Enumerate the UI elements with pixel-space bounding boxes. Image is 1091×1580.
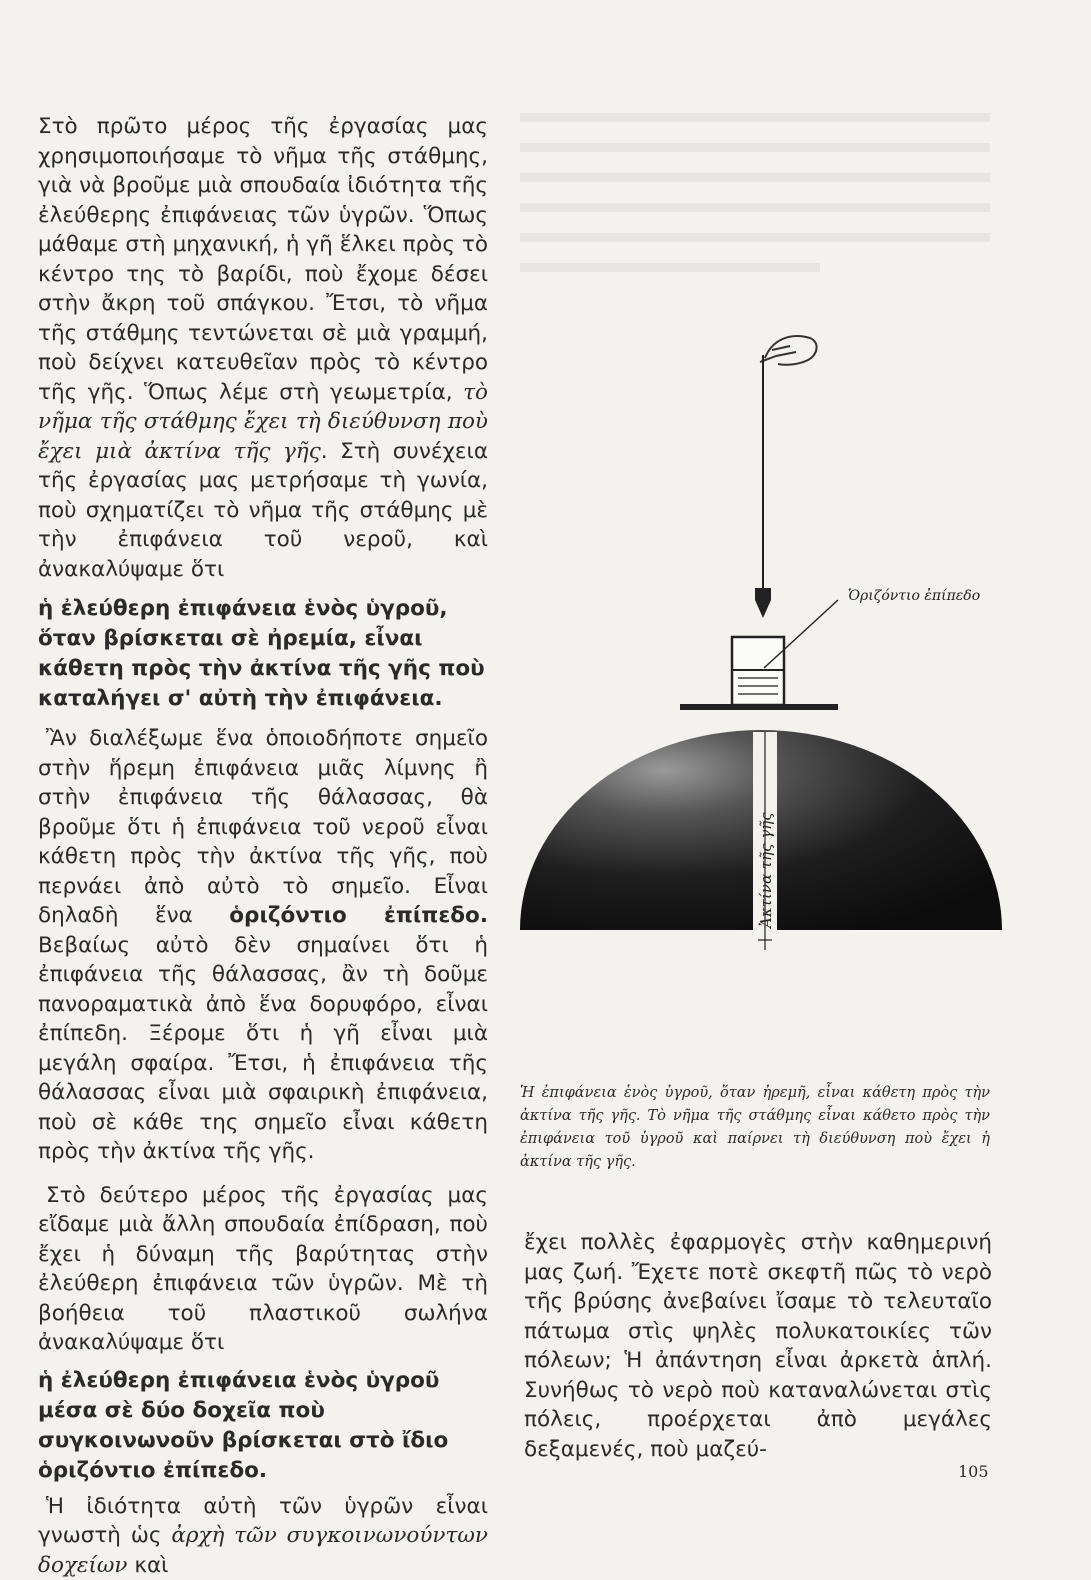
show-through-texture	[520, 108, 990, 308]
paragraph-text: . Στὴ συνέχεια τῆς ἐργασίας μας μετρήσαμε τὴ γωνία, ποὺ σχηματίζει τὸ νῆμα τῆς στάθμης μὲ τὴν ἐπιφάνεια τοῦ νεροῦ, καὶ ἀνακαλύψαμε ὅτι	[38, 439, 488, 582]
paragraph-second-part: Στὸ δεύτερο μέρος τῆς ἐργασίας μας εἴδαμε μιὰ ἄλλη σπουδαία ἐπίδραση, ποὺ ἔχει ἡ δύναμη τῆς βαρύτητας στὴν ἐλεύθερη ἐπιφάνεια τῶν ὑγρῶν. Μὲ τὴ βοήθεια τοῦ πλαστικοῦ σωλήνα ἀνακαλύψαμε ὅτι	[38, 1181, 488, 1358]
plumb-line-figure	[520, 300, 1040, 970]
label-horizontal-plane: Ὁριζόντιο ἐπίπεδο	[848, 587, 980, 604]
paragraph-horizontal-plane	[38, 724, 488, 1167]
plumb-bob	[755, 588, 771, 618]
bold-term: ὁριζόντιο ἐπίπεδο.	[229, 903, 488, 928]
rule-communicating-vessels: ἡ ἐλεύθερη ἐπιφάνεια ἑνὸς ὑγροῦ μέσα σὲ δύο δοχεῖα ποὺ συγκοινωνοῦν βρίσκεται στὸ ἴδιο ὁριζόντιο ἐπίπεδο.	[38, 1366, 488, 1486]
rule-perpendicular-surface: ἡ ἐλεύθερη ἐπιφάνεια ἑνὸς ὑγροῦ, ὅταν βρίσκεται σὲ ἠρεμία, εἶναι κάθετη πρὸς τὴν ἀκτίνα τῆς γῆς ποὺ καταλήγει σ' αὐτὴ τὴν ἐπιφάνεια.	[38, 594, 488, 714]
paragraph-text: Βεβαίως αὐτὸ δὲν σημαίνει ὅτι ἡ ἐπιφάνεια τῆς θάλασσας, ἂν τὴ δοῦμε πανοραματικὰ ἀπὸ ἕνα δορυφόρο, εἶναι ἐπίπεδη. Ξέρομε ὅτι ἡ γῆ εἶναι μιὰ μεγάλη σφαίρα. Ἔτσι, ἡ ἐπιφάνεια τῆς θάλασσας εἶναι μιὰ σφαιρικὴ ἐπιφάνεια, ποὺ σὲ κάθε της σημεῖο εἶναι κάθετη πρὸς τὴν ἀκτίνα τῆς γῆς.	[38, 933, 488, 1165]
left-text-column	[38, 112, 488, 1580]
italic-phrase: τὸ νῆμα τῆς στάθμης ἔχει τὴ διεύθυνση ποὺ ἔχει μιὰ ἀκτίνα τῆς γῆς	[38, 380, 488, 464]
label-radius: Ἀκτίνα τῆς γῆς	[757, 812, 775, 930]
paragraph-communicating-vessels	[38, 1492, 488, 1580]
figure-caption: Ἡ ἐπιφάνεια ἑνὸς ὑγροῦ, ὅταν ἠρεμῆ, εἶναι κάθετη πρὸς τὴν ἀκτίνα τῆς γῆς. Τὸ νῆμα τῆς στάθμης εἶναι κάθετο πρὸς τὴν ἐπιφάνεια τοῦ ὑγροῦ καὶ παίρνει τὴ διεύθυνση ποὺ ἔχει ἡ ἀκτίνα τῆς γῆς.	[520, 1082, 990, 1174]
right-text-column: ἔχει πολλὲς ἐφαρμογὲς στὴν καθημερινή μας ζωή. Ἔχετε ποτὲ σκεφτῆ πῶς τὸ νερὸ τῆς βρύσης ἀνεβαίνει ἴσαμε τὸ τελευταῖο πάτωμα στὶς ψηλὲς πολυκατοικίες τῶν πόλεων; Ἡ ἀπάντηση εἶναι ἀρκετὰ ἁπλή. Συνήθως τὸ νερὸ ποὺ καταναλώνεται στὶς πόλεις, προέρχεται ἀπὸ μεγάλες δεξαμενές, ποὺ μαζεύ-	[524, 1228, 992, 1464]
paragraph-text: Ἡ ἰδιότητα αὐτὴ τῶν ὑγρῶν εἶναι γνωστὴ ὡς	[38, 1494, 488, 1549]
paragraph-text: Ἂν διαλέξωμε ἕνα ὁποιοδήποτε σημεῖο στὴν ἥρεμη ἐπιφάνεια μιᾶς λίμνης ἢ στὴν ἐπιφάνεια τῆς θάλασσας, θὰ βροῦμε ὅτι ἡ ἐπιφάνεια τοῦ νεροῦ εἶναι κάθετη πρὸς τὴν ἀκτίνα τῆς γῆς, ποὺ περνάει ἀπὸ αὐτὸ τὸ σημεῖο. Εἶναι δηλαδὴ ἕνα	[38, 726, 488, 928]
paragraph-plumb-line	[38, 112, 488, 584]
hand-icon	[760, 336, 817, 365]
label-pointer	[764, 600, 838, 668]
paragraph-text: καὶ	[134, 1553, 168, 1578]
page-number: 105	[958, 1462, 989, 1481]
paragraph-text: Στὸ πρῶτο μέρος τῆς ἐργασίας μας χρησιμοποιήσαμε τὸ νῆμα τῆς στάθμης, γιὰ νὰ βροῦμε μιὰ σπουδαία ἰδιότητα τῆς ἐλεύθερης ἐπιφάνειας τῶν ὑγρῶν. Ὅπως μάθαμε στὴ μηχανική, ἡ γῆ ἕλκει πρὸς τὸ κέντρο της τὸ βαρίδι, ποὺ ἔχομε δέσει στὴν ἄκρη τοῦ σπάγκου. Ἔτσι, τὸ νῆμα τῆς στάθμης τεντώνεται σὲ μιὰ γραμμή, ποὺ δείχνει κατευθεῖαν πρὸς τὸ κέντρο τῆς γῆς. Ὅπως λέμε στὴ γεωμετρία,	[38, 114, 488, 405]
beaker	[732, 637, 784, 705]
base-plate	[680, 704, 838, 710]
italic-phrase: ἀρχὴ τῶν συγκοινωνούντων δοχείων	[38, 1523, 488, 1578]
